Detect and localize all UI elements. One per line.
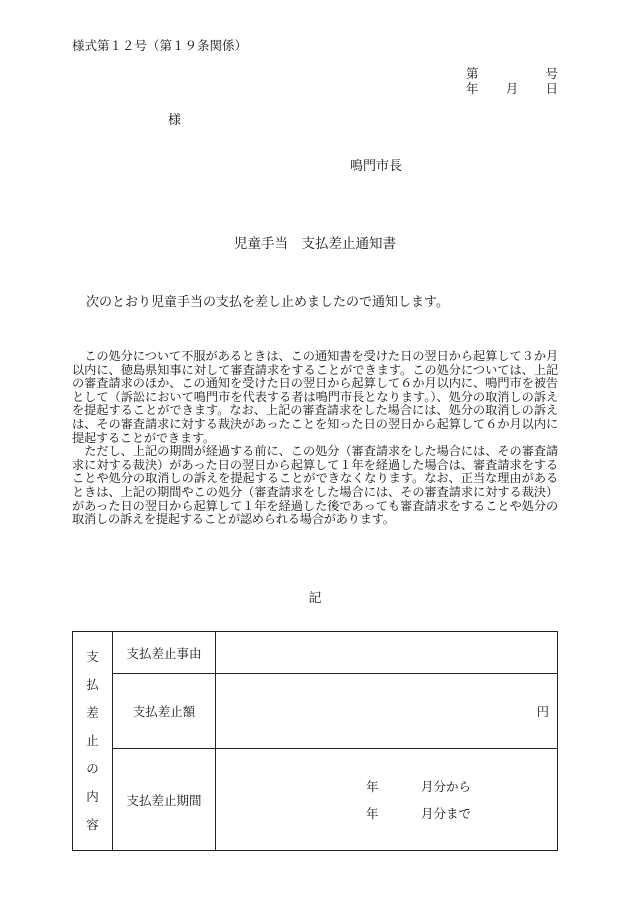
period-value [216,749,558,851]
document-number-date [466,66,558,96]
date-row [466,81,558,96]
amount-label: 支払差止額 [113,674,216,749]
day-label: 日 [545,81,558,96]
form-number: 様式第１２号（第１９条関係） [72,38,248,53]
intro-text: 次のとおり児童手当の支払を差し止めましたので通知します。 [86,295,449,310]
side-heading: 支 払 差 止 の 内 容 [73,632,113,851]
yen-unit: 円 [536,704,549,719]
ki-heading: 記 [308,591,322,606]
month-label: 月 [505,81,519,96]
dai-label: 第 [466,66,479,81]
issuer: 鳴門市長 [350,159,403,174]
document-title: 児童手当 支払差止通知書 [234,236,396,252]
go-label: 号 [545,66,558,81]
period-to: 年 月分まで [366,805,472,821]
year-label: 年 [466,81,479,96]
period-label: 支払差止期間 [113,749,216,851]
suspension-details-table [72,631,558,851]
reason-value [216,632,558,674]
notice-paragraph: ただし、上記の期間が経過する前に、この処分（審査請求をした場合には、その審査請求に対する裁決）があった日の翌日から起算して１年を経過した場合は、審査請求をすることや処分の取消しの訴えを提起することができなくなります。なお、正当な理由があるときは、上記の期間やこの処分（審査請求をした場合には、その審査請求に対する裁決）があった日の翌日から起算して１年を経過した後であっても審査請求をすることや処分の取消しの訴えを提起することが認められる場合があります。 [72,444,558,527]
document-number-row [466,66,558,81]
notice-paragraph: この処分について不服があるときは、この通知書を受けた日の翌日から起算して３か月以内に、徳島県知事に対して審査請求をすることができます。この処分については、上記の審査請求のほか、この通知を受けた日の翌日から起算して６か月以内に、鳴門市を被告として（訴訟において鳴門市を代表する者は鳴門市長となります。）、処分の取消しの訴えを提起することができます。なお、上記の審査請求をした場合には、処分の取消しの訴えは、その審査請求に対する裁決があったことを知った日の翌日から起算して６か月以内に提起することができます。 [72,349,558,445]
amount-value [216,674,558,749]
period-from: 年 月分から [366,778,472,794]
appeal-notice [72,350,558,527]
reason-label: 支払差止事由 [113,632,216,674]
addressee-suffix: 様 [168,113,182,128]
